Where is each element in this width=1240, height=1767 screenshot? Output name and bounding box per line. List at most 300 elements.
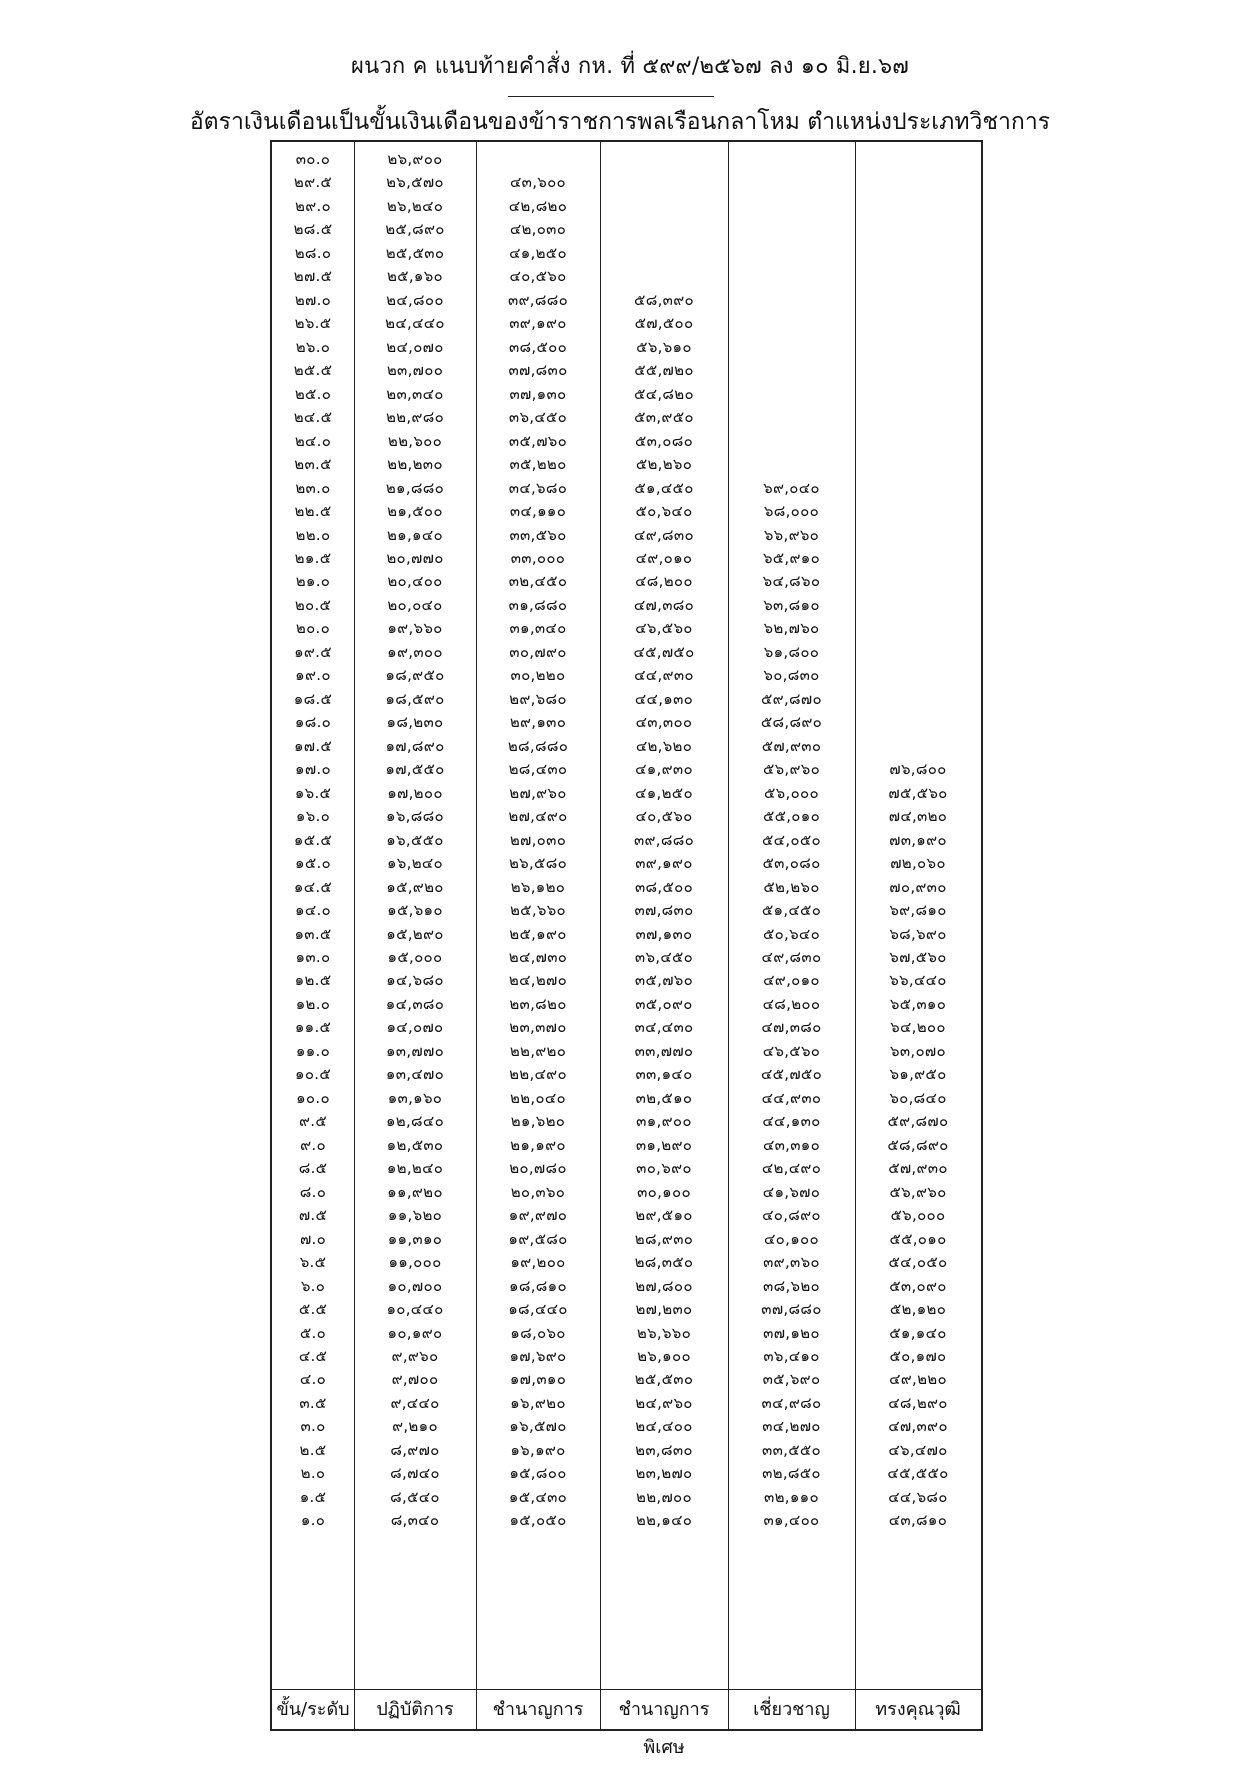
- table-row: [272, 357, 981, 383]
- salary-cell: [855, 451, 981, 477]
- header-underline: [508, 96, 714, 97]
- salary-cell: [855, 498, 981, 524]
- salary-cell: ๕๔,๘๒๐: [634, 384, 694, 403]
- salary-cell: ๕๑,๔๕๐: [634, 478, 694, 497]
- salary-cell: ๓๐,๒๒๐: [510, 666, 566, 685]
- salary-cell: ๒๓,๓๔๐: [386, 384, 444, 403]
- table-row: [272, 803, 981, 829]
- salary-cell: ๕๕,๐๑๐: [889, 1229, 947, 1248]
- salary-cell: ๑๒,๕๓๐: [386, 1135, 444, 1154]
- salary-cell: [728, 404, 855, 430]
- salary-cell: ๔๘,๒๐๐: [762, 994, 821, 1013]
- salary-cell: ๓๙,๘๘๐: [507, 290, 569, 309]
- step-cell: ๗.๐: [299, 1229, 327, 1248]
- step-cell: ๒๖.๕: [294, 314, 332, 333]
- salary-cell: ๒๒,๖๐๐: [387, 431, 443, 450]
- table-row: [272, 1179, 981, 1205]
- table-row: [272, 1296, 981, 1322]
- table-row: [272, 615, 981, 641]
- salary-cell: [728, 146, 855, 172]
- salary-cell: ๑๑,๖๒๐: [387, 1206, 443, 1225]
- salary-cell: ๕๑,๔๕๐: [761, 901, 822, 920]
- salary-cell: [600, 169, 728, 195]
- step-cell: ๙.๐: [300, 1135, 326, 1154]
- salary-cell: [855, 475, 981, 501]
- salary-cell: ๔๐,๘๙๐: [762, 1206, 821, 1225]
- salary-cell: ๓๑,๙๐๐: [636, 1112, 692, 1131]
- salary-cell: ๓๓,๕๖๐: [509, 525, 567, 544]
- salary-cell: ๒๓,๒๗๐: [635, 1464, 693, 1483]
- salary-cell: ๑๑,๐๐๐: [388, 1253, 442, 1272]
- column-header-practitioner: ปฏิบัติการ: [376, 1699, 454, 1720]
- salary-cell: ๖๒,๗๖๐: [763, 619, 820, 638]
- salary-cell: ๓๗,๑๓๐: [509, 384, 567, 403]
- salary-cell: ๔๔,๑๓๐: [762, 1112, 821, 1131]
- salary-cell: ๒๑,๑๔๐: [386, 525, 443, 544]
- salary-cell: ๓๑,๓๔๐: [509, 619, 567, 638]
- table-row: [272, 216, 981, 242]
- salary-cell: [855, 709, 981, 735]
- salary-cell: ๖๓,๘๑๐: [763, 595, 820, 614]
- salary-cell: ๒๔,๔๐๐: [635, 1417, 693, 1436]
- salary-cell: ๔๒,๐๓๐: [509, 220, 567, 239]
- salary-cell: ๖๙,๘๑๐: [889, 901, 947, 920]
- table-row: [272, 662, 981, 688]
- step-cell: ๒๕.๐: [294, 384, 332, 403]
- salary-cell: [855, 662, 981, 688]
- salary-cell: ๒๗,๒๓๐: [635, 1300, 693, 1319]
- salary-cell: [600, 216, 728, 242]
- step-cell: ๑๒.๕: [294, 971, 332, 990]
- table-row: [272, 1085, 981, 1111]
- salary-cell: ๖๐,๘๔๐: [889, 1088, 947, 1107]
- salary-cell: ๖๕,๙๑๐: [762, 548, 821, 567]
- table-row: [272, 1413, 981, 1439]
- salary-cell: [855, 193, 981, 219]
- salary-cell: ๕๙,๘๗๐: [887, 1112, 949, 1131]
- step-cell: ๒๔.๕: [293, 408, 333, 427]
- table-row: [272, 1132, 981, 1158]
- salary-cell: ๒๐,๗๗๐: [386, 548, 444, 567]
- table-row: [272, 1507, 981, 1533]
- salary-cell: ๓๒,๑๑๐: [764, 1487, 819, 1506]
- salary-cell: ๔๘,๒๐๐: [635, 572, 693, 591]
- salary-cell: ๕๕,๗๒๐: [634, 361, 694, 380]
- salary-cell: ๒๖,๕๘๐: [508, 854, 568, 873]
- step-cell: ๒๐.๐: [295, 619, 331, 638]
- table-row: [272, 287, 981, 313]
- salary-cell: ๒๖,๙๐๐: [387, 150, 443, 168]
- salary-cell: ๓๓,๑๔๐: [635, 1065, 693, 1084]
- salary-cell: [600, 146, 728, 172]
- table-row: [272, 780, 981, 806]
- step-cell: ๓.๐: [300, 1417, 326, 1436]
- salary-cell: ๑๗,๓๑๐: [509, 1370, 567, 1389]
- step-cell: ๒๕.๕: [293, 361, 333, 380]
- salary-cell: [855, 381, 981, 407]
- table-row: [272, 709, 981, 735]
- salary-cell: ๖๘,๐๐๐: [763, 502, 820, 521]
- table-row: [272, 404, 981, 430]
- salary-cell: ๑๔,๖๘๐: [386, 971, 444, 990]
- salary-cell: ๕๐,๖๔๐: [635, 502, 693, 521]
- salary-cell: ๓๗,๘๘๐: [761, 1300, 822, 1319]
- salary-cell: [728, 310, 855, 336]
- step-cell: ๔.๐: [299, 1370, 327, 1389]
- table-row: [272, 193, 981, 219]
- salary-cell: ๑๔,๐๗๐: [386, 1018, 444, 1037]
- salary-cell: ๕๓,๐๘๐: [634, 431, 694, 450]
- salary-cell: ๒๑,๖๒๐: [510, 1112, 566, 1131]
- salary-cell: ๕๒,๒๖๐: [763, 877, 820, 896]
- salary-cell: ๒๙,๕๑๐: [635, 1206, 693, 1225]
- salary-cell: ๔๑,๒๕๐: [635, 783, 693, 802]
- salary-cell: ๑๘,๕๙๐: [385, 689, 445, 708]
- salary-cell: ๔๐,๕๖๐: [635, 807, 693, 826]
- salary-cell: ๒๑,๑๙๐: [510, 1135, 566, 1154]
- table-row: [272, 1226, 981, 1252]
- salary-cell: ๓๐,๑๐๐: [637, 1182, 691, 1201]
- salary-cell: ๒๖,๑๒๐: [510, 877, 566, 896]
- step-cell: ๒๓.๐: [295, 478, 331, 497]
- salary-cell: ๒๑,๘๘๐: [385, 478, 445, 497]
- salary-cell: ๑๙,๓๐๐: [387, 642, 443, 661]
- salary-cell: ๒๘,๘๘๐: [507, 736, 569, 755]
- salary-cell: ๙,๗๐๐: [391, 1370, 439, 1389]
- salary-cell: ๓๗,๑๒๐: [763, 1323, 820, 1342]
- salary-cell: ๒๔,๘๐๐: [386, 290, 444, 309]
- table-row: [272, 451, 981, 477]
- salary-cell: ๓๑,๘๘๐: [508, 595, 568, 614]
- salary-cell: ๒๓,๘๒๐: [509, 994, 567, 1013]
- step-cell: ๑๐.๕: [295, 1065, 331, 1084]
- salary-cell: [728, 357, 855, 383]
- salary-cell: ๒๑,๕๐๐: [387, 502, 443, 521]
- salary-cell: ๖๕,๓๑๐: [889, 994, 947, 1013]
- step-cell: ๖.๐: [300, 1276, 326, 1295]
- salary-cell: ๓๙,๓๖๐: [763, 1253, 820, 1272]
- salary-cell: ๓๐,๗๙๐: [509, 642, 567, 661]
- step-cell: ๑๓.๕: [294, 924, 332, 943]
- table-row: [272, 146, 981, 172]
- salary-cell: ๒๐,๗๘๐: [509, 1159, 567, 1178]
- step-cell: ๑๘.๐: [294, 713, 332, 732]
- salary-cell: ๑๕,๖๑๐: [387, 901, 443, 920]
- salary-cell: ๑๘,๐๖๐: [510, 1323, 566, 1342]
- salary-cell: ๓๒,๔๕๐: [508, 572, 568, 591]
- step-cell: ๒๑.๕: [294, 548, 332, 567]
- step-cell: ๒๔.๐: [294, 431, 332, 450]
- salary-cell: ๒๒,๙๒๐: [509, 1041, 567, 1060]
- salary-cell: ๒๔,๙๖๐: [635, 1393, 693, 1412]
- salary-cell: [600, 240, 728, 266]
- salary-cell: ๕๐,๖๔๐: [762, 924, 821, 943]
- table-row: [272, 1038, 981, 1064]
- salary-cell: ๕๗,๙๓๐: [888, 1159, 948, 1178]
- step-cell: ๑๔.๐: [295, 901, 331, 920]
- salary-cell: ๕๔,๐๕๐: [762, 830, 821, 849]
- step-cell: ๒๒.๐: [295, 525, 331, 544]
- table-row: [272, 498, 981, 524]
- salary-cell: ๔๒,๔๙๐: [761, 1159, 822, 1178]
- table-row: [272, 263, 981, 289]
- salary-cell: ๒๔,๒๗๐: [508, 971, 568, 990]
- salary-cell: [855, 404, 981, 430]
- step-cell: ๒๘.๐: [294, 243, 332, 262]
- salary-cell: ๑๙,๒๐๐: [510, 1253, 566, 1272]
- salary-cell: ๓๑,๒๙๐: [635, 1135, 693, 1154]
- salary-cell: ๔๘,๒๙๐: [888, 1393, 948, 1412]
- salary-cell: ๖๑,๘๐๐: [763, 642, 820, 661]
- salary-cell: [855, 639, 981, 665]
- salary-cell: ๕๑,๑๔๐: [889, 1323, 947, 1342]
- step-cell: ๒๙.๐: [295, 196, 331, 215]
- salary-cell: ๕๓,๐๘๐: [762, 854, 821, 873]
- salary-cell: ๖๖,๔๔๐: [889, 971, 947, 990]
- salary-cell: ๒๕,๑๙๐: [509, 924, 567, 943]
- salary-cell: ๓๙,๑๙๐: [635, 854, 693, 873]
- salary-cell: [728, 240, 855, 266]
- salary-cell: ๔๒,๘๒๐: [508, 196, 568, 215]
- salary-cell: ๗๐,๙๓๐: [889, 877, 947, 896]
- salary-cell: ๔๑,๒๕๐: [509, 243, 567, 262]
- column-header-senior-professional: ชำนาญการพิเศษ: [618, 1699, 710, 1758]
- salary-cell: ๑๕,๐๕๐: [509, 1511, 567, 1530]
- step-cell: ๘.๕: [298, 1159, 328, 1178]
- table-row: [272, 686, 981, 712]
- step-cell: ๕.๕: [298, 1300, 328, 1319]
- step-cell: ๑๕.๐: [295, 854, 331, 873]
- step-cell: ๒๓.๕: [294, 455, 332, 474]
- salary-cell: ๓๔,๑๑๐: [509, 502, 567, 521]
- salary-cell: ๒๔,๗๓๐: [508, 947, 568, 966]
- salary-cell: [728, 263, 855, 289]
- salary-cell: [855, 568, 981, 594]
- salary-cell: ๑๙,๕๘๐: [508, 1229, 568, 1248]
- salary-cell: ๒๖,๖๖๐: [636, 1323, 692, 1342]
- salary-cell: ๖๔,๒๐๐: [890, 1018, 946, 1037]
- salary-cell: ๑๖,๕๕๐: [386, 830, 444, 849]
- page-header-line1: ผนวก ค แนบท้ายคำสั่ง กห. ที่ ๕๙๙/๒๕๖๗ ลง ๑๐ มิ.ย.๖๗: [350, 54, 909, 79]
- table-row: [272, 874, 981, 900]
- salary-cell: ๑๖,๕๗๐: [509, 1417, 567, 1436]
- salary-cell: [855, 146, 981, 172]
- step-cell: ๑.๕: [299, 1487, 327, 1506]
- table-row: [272, 1484, 981, 1510]
- salary-cell: ๑๓,๑๖๐: [387, 1088, 443, 1107]
- salary-cell: ๑๕,๐๐๐: [387, 947, 443, 966]
- table-row: [272, 991, 981, 1017]
- salary-cell: ๒๔,๐๗๐: [386, 337, 444, 356]
- table-row: [272, 545, 981, 571]
- salary-cell: ๓๑,๔๐๐: [763, 1511, 820, 1530]
- salary-cell: ๓๔,๙๘๐: [761, 1393, 822, 1412]
- salary-cell: ๘,๙๗๐: [390, 1440, 440, 1459]
- salary-cell: ๒๙,๖๘๐: [509, 689, 567, 708]
- table-row: [272, 522, 981, 548]
- salary-cell: ๑๖,๑๙๐: [510, 1440, 566, 1459]
- salary-cell: ๒๕,๕๓๐: [634, 1370, 694, 1389]
- table-row: [272, 592, 981, 618]
- table-row: [272, 310, 981, 336]
- table-row: [272, 921, 981, 947]
- salary-cell: [855, 334, 981, 360]
- step-cell: ๙.๕: [298, 1112, 327, 1131]
- salary-cell: ๔๖,๔๗๐: [888, 1440, 948, 1459]
- salary-cell: ๓๕,๗๖๐: [508, 431, 568, 450]
- salary-cell: ๓๕,๒๒๐: [509, 455, 567, 474]
- salary-cell: ๔๖,๕๖๐: [635, 619, 693, 638]
- salary-cell: [600, 193, 728, 219]
- salary-cell: ๓๕,๖๙๐: [762, 1370, 821, 1389]
- salary-cell: ๖๗,๕๖๐: [889, 947, 947, 966]
- table-row: [272, 1366, 981, 1392]
- salary-cell: ๒๖,๒๔๐: [386, 196, 444, 215]
- salary-cell: ๔๐,๕๖๐: [509, 267, 567, 286]
- salary-cell: ๕๕,๐๑๐: [762, 807, 821, 826]
- salary-cell: ๓๔,๖๘๐: [508, 478, 568, 497]
- salary-cell: [728, 334, 855, 360]
- salary-cell: ๒๓,๗๐๐: [386, 361, 444, 380]
- salary-cell: ๒๙,๑๓๐: [509, 713, 567, 732]
- salary-cell: ๓๘,๖๒๐: [763, 1276, 820, 1295]
- salary-cell: [855, 240, 981, 266]
- step-cell: ๑๑.๕: [294, 1018, 332, 1037]
- salary-cell: ๕๖,๙๖๐: [889, 1182, 947, 1201]
- table-row: [272, 1390, 981, 1416]
- salary-cell: ๒๒,๑๔๐: [635, 1511, 693, 1530]
- salary-cell: ๑๓,๗๗๐: [385, 1041, 445, 1060]
- step-cell: ๑๖.๕: [294, 783, 332, 802]
- table-row: [272, 1155, 981, 1181]
- salary-cell: ๑๗,๕๕๐: [385, 760, 445, 779]
- table-row: [272, 1273, 981, 1299]
- salary-cell: ๓๒,๕๑๐: [635, 1088, 693, 1107]
- salary-cell: ๑๖,๘๘๐: [386, 807, 444, 826]
- salary-cell: ๑๘,๔๔๐: [508, 1300, 568, 1319]
- table-row: [272, 827, 981, 853]
- salary-cell: ๕๘,๘๙๐: [760, 713, 823, 732]
- salary-cell: ๙,๔๔๐: [390, 1393, 440, 1412]
- salary-cell: ๑๘,๙๕๐: [385, 666, 445, 685]
- salary-cell: ๓๗,๑๓๐: [635, 924, 693, 943]
- salary-cell: [855, 357, 981, 383]
- salary-cell: ๑๕,๘๐๐: [509, 1464, 567, 1483]
- salary-cell: ๖๘,๖๙๐: [889, 924, 947, 943]
- salary-cell: ๓๐,๖๙๐: [636, 1159, 692, 1178]
- salary-cell: ๑๘,๒๓๐: [386, 713, 444, 732]
- salary-cell: ๕๗,๕๐๐: [634, 314, 694, 333]
- step-cell: ๒๗.๐: [294, 290, 332, 309]
- salary-cell: ๔๒,๖๒๐: [635, 736, 693, 755]
- salary-cell: ๒๓,๓๗๐: [509, 1018, 567, 1037]
- salary-cell: ๔๓,๓๐๐: [635, 713, 693, 732]
- step-cell: ๑๘.๕: [293, 689, 333, 708]
- salary-cell: [855, 592, 981, 618]
- salary-cell: ๔๙,๐๑๐: [635, 548, 693, 567]
- salary-cell: ๒๗,๙๖๐: [509, 783, 567, 802]
- salary-cell: ๕๖,๖๑๐: [636, 337, 692, 356]
- step-cell: ๒๖.๐: [295, 337, 331, 356]
- step-cell: ๑๓.๐: [295, 947, 331, 966]
- step-cell: ๒๘.๕: [293, 220, 333, 239]
- salary-cell: ๒๐,๓๖๐: [510, 1182, 566, 1201]
- salary-cell: ๒๘,๓๕๐: [634, 1253, 694, 1272]
- salary-cell: ๔๔,๙๓๐: [634, 666, 694, 685]
- table-row: [272, 381, 981, 407]
- salary-cell: ๕๓,๙๕๐: [634, 408, 694, 427]
- table-row: [272, 1343, 981, 1369]
- step-cell: ๑๖.๐: [295, 807, 331, 826]
- salary-cell: ๖๓,๐๗๐: [890, 1041, 946, 1060]
- salary-cell: ๗๓,๑๙๐: [889, 830, 947, 849]
- step-cell: ๘.๐: [299, 1182, 327, 1201]
- step-cell: ๒๙.๕: [293, 173, 333, 192]
- salary-cell: ๔๗,๓๙๐: [888, 1417, 948, 1436]
- salary-cell: ๔๓,๘๑๐: [888, 1511, 948, 1530]
- table-row: [272, 1460, 981, 1486]
- step-cell: ๑๑.๐: [295, 1041, 331, 1060]
- salary-cell: ๑๕,๙๒๐: [386, 877, 444, 896]
- step-cell: ๒.๕: [299, 1440, 327, 1459]
- table-row: [272, 428, 981, 454]
- table-row: [272, 1014, 981, 1040]
- salary-cell: ๓๖,๔๕๐: [634, 947, 694, 966]
- table-row: [272, 334, 981, 360]
- salary-cell: ๒๕,๕๓๐: [385, 243, 445, 262]
- salary-cell: ๕๖,๙๖๐: [762, 760, 821, 779]
- salary-cell: ๔๕,๕๕๐: [887, 1464, 949, 1483]
- step-cell: ๒๒.๕: [294, 502, 332, 521]
- table-row: [272, 897, 981, 923]
- salary-cell: [855, 522, 981, 548]
- table-row: [272, 1202, 981, 1228]
- step-cell: ๑๔.๕: [293, 877, 333, 896]
- salary-cell: ๕๖,๐๐๐: [764, 783, 819, 802]
- salary-cell: ๑๗,๖๙๐: [509, 1346, 567, 1365]
- salary-cell: ๔๙,๒๒๐: [889, 1370, 947, 1389]
- salary-cell: ๓๙,๑๙๐: [509, 314, 567, 333]
- salary-cell: [728, 169, 855, 195]
- salary-cell: ๒๖,๑๐๐: [637, 1346, 691, 1365]
- salary-cell: ๒๕,๑๖๐: [386, 267, 443, 286]
- salary-cell: [476, 146, 600, 172]
- table-row: [272, 1320, 981, 1346]
- salary-cell: ๓๓,๗๗๐: [634, 1041, 694, 1060]
- step-cell: ๑๙.๕: [294, 642, 332, 661]
- salary-cell: [855, 310, 981, 336]
- salary-cell: ๗๖,๘๐๐: [889, 760, 947, 779]
- salary-cell: ๘,๗๔๐: [390, 1464, 440, 1483]
- table-row: [272, 967, 981, 993]
- step-cell: ๓.๕: [299, 1393, 327, 1412]
- salary-cell: ๒๖,๕๗๐: [386, 173, 444, 192]
- salary-cell: ๑๐,๔๔๐: [386, 1300, 444, 1319]
- salary-cell: ๒๗,๘๐๐: [635, 1276, 693, 1295]
- salary-cell: ๓๔,๔๓๐: [634, 1018, 694, 1037]
- step-cell: ๓๐.๐: [295, 150, 331, 168]
- salary-cell: ๔๑,๖๗๐: [762, 1182, 821, 1201]
- salary-cell: ๒๗,๐๓๐: [509, 830, 567, 849]
- column-header-professional: ชำนาญการ: [492, 1699, 584, 1720]
- salary-cell: ๑๕,๔๓๐: [508, 1487, 568, 1506]
- salary-cell: ๕๒,๒๖๐: [635, 455, 693, 474]
- salary-cell: ๑๑,๓๑๐: [387, 1229, 443, 1248]
- step-cell: ๒๑.๐: [295, 572, 331, 591]
- salary-cell: ๔๔,๑๓๐: [634, 689, 694, 708]
- salary-cell: ๔๓,๓๑๐: [762, 1135, 821, 1154]
- table-row: [272, 639, 981, 665]
